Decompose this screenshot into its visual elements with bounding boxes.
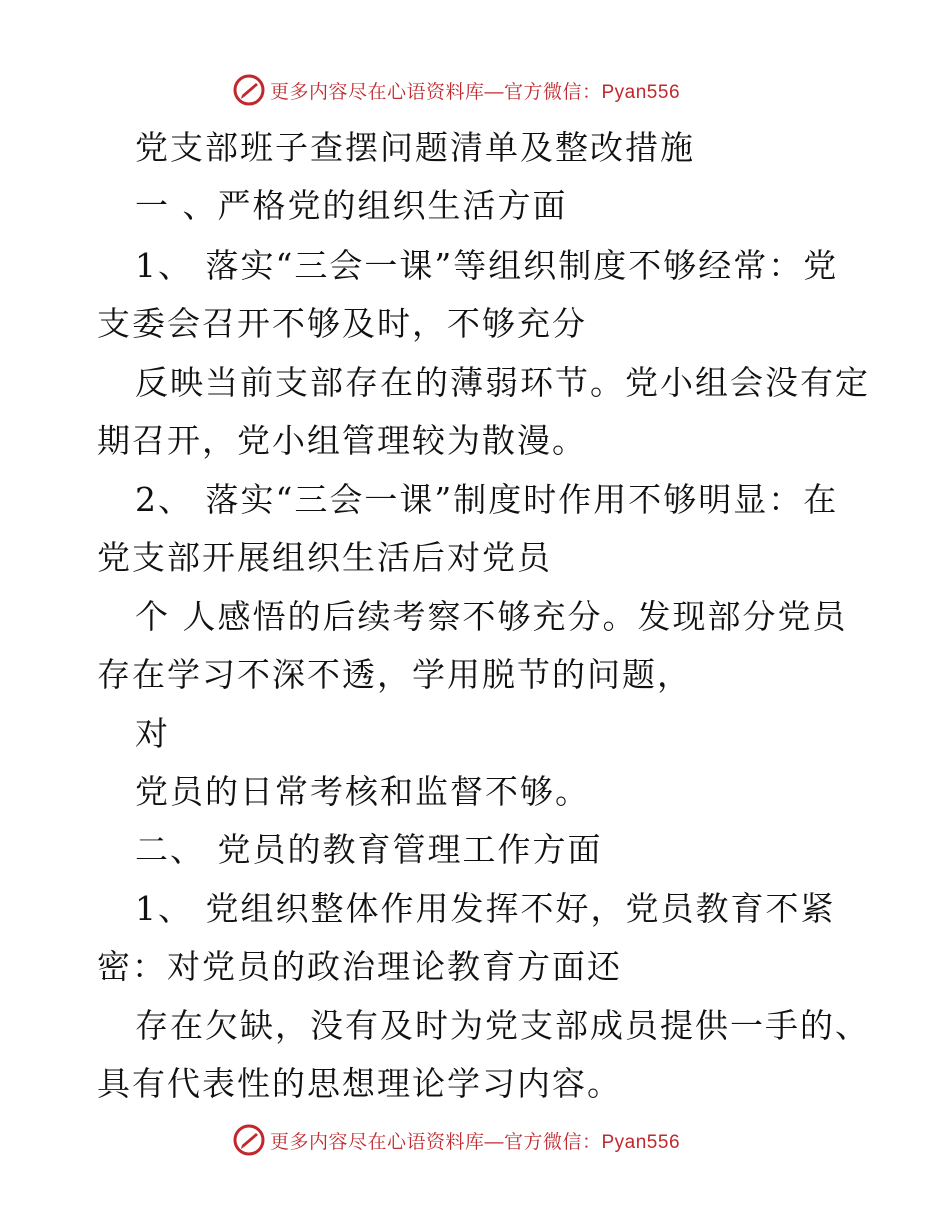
paragraph-line: 1、 落实“三会一课”等组织制度不够经常：党 <box>135 246 839 285</box>
paragraph-line: 党员的日常考核和监督不够。 <box>135 772 590 811</box>
paragraph-line: 个 人感悟的后续考察不够充分。发现部分党员 <box>135 597 848 636</box>
paragraph-line: 反映当前支部存在的薄弱环节。党小组会没有定 <box>135 363 870 402</box>
brand-logo-icon <box>232 1123 266 1157</box>
document-title: 党支部班子查摆问题清单及整改措施 <box>135 128 695 167</box>
paragraph-line: 存在学习不深不透，学用脱节的问题， <box>97 655 692 694</box>
paragraph-line: 对 <box>135 714 170 753</box>
watermark-text: 更多内容尽在心语资料库—官方微信：Pyan556 <box>270 1131 681 1153</box>
paragraph-line: 支委会召开不够及时，不够充分 <box>97 304 587 343</box>
watermark-footer <box>232 1120 680 1160</box>
paragraph-line: 密：对党员的政治理论教育方面还 <box>97 947 622 986</box>
paragraph-line: 党支部开展组织生活后对党员 <box>97 538 552 577</box>
paragraph-line: 1、 党组织整体作用发挥不好，党员教育不紧 <box>135 889 836 928</box>
section-heading-2: 二、 党员的教育管理工作方面 <box>135 830 603 869</box>
paragraph-line: 具有代表性的思想理论学习内容。 <box>97 1064 622 1103</box>
paragraph-line: 期召开，党小组管理较为散漫。 <box>97 421 587 460</box>
watermark-text: 更多内容尽在心语资料库—官方微信：Pyan556 <box>270 81 681 103</box>
paragraph-line: 2、 落实“三会一课”制度时作用不够明显：在 <box>135 480 839 519</box>
section-heading-1: 一 、严格党的组织生活方面 <box>135 186 568 225</box>
paragraph-line: 存在欠缺，没有及时为党支部成员提供一手的、 <box>135 1006 870 1045</box>
